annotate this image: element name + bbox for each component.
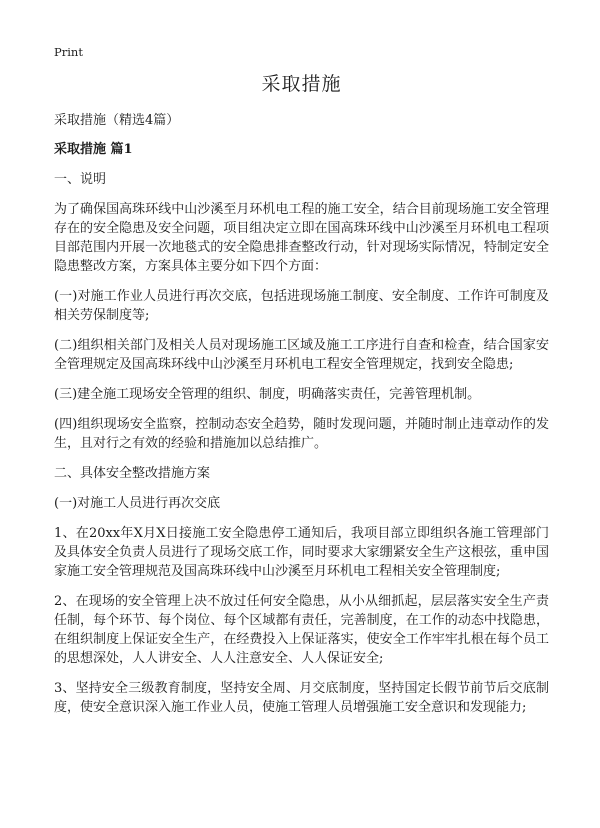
- document-title: 采取措施: [261, 73, 342, 95]
- document-subtitle: 采取措施（精选4篇）: [54, 113, 180, 128]
- section-heading: 采取措施 篇1: [54, 142, 133, 157]
- paragraph-item-3: (三)建全施工现场安全管理的组织、制度，明确落实责任，完善管理机制。: [54, 387, 481, 402]
- paragraph-subsection-1-heading: (一)对施工人员进行再次交底: [54, 496, 221, 511]
- paragraph-measure-2: 2、在现场的安全管理上决不放过任何安全隐患，从小从细抓起，层层落实安全生产责任制，每个环节、每个岗位、每个区域都有责任，完善制度，在工作的动态中找隐患，在组织制度上保证安全生产，在经费投入上保证落实，使安全工作牢牢扎根在每个员工的思想深处，人人讲安全、人人注意安全、人人保证安全;: [54, 594, 549, 666]
- paragraph-item-4: (四)组织现场安全监察，控制动态安全趋势，随时发现问题，并随时制止违章动作的发生，且对行之有效的经验和措施加以总结推广。: [54, 417, 549, 451]
- print-label: Print: [54, 45, 83, 59]
- paragraph-item-1: (一)对施工作业人员进行再次交底，包括进现场施工制度、安全制度、工作许可制度及相关劳保制度等;: [54, 289, 549, 323]
- paragraph-intro-heading: 一、说明: [54, 172, 107, 187]
- paragraph-intro: 为了确保国高珠环线中山沙溪至月环机电工程的施工安全，结合目前现场施工安全管理存在的安全隐患及安全问题，项目组决定立即在国高珠环线中山沙溪至月环机电工程项目部范围内开展一次地毯式的安全隐患排查整改行动，针对现场实际情况，特制定安全隐患整改方案，方案具体主要分如下四个方面：: [54, 202, 549, 274]
- paragraph-item-2: (二)组织相关部门及相关人员对现场施工区域及施工工序进行自查和检查，结合国家安全管理规定及国高珠环线中山沙溪至月环机电工程安全管理规定，找到安全隐患;: [54, 338, 549, 372]
- paragraph-measure-3: 3、坚持安全三级教育制度，坚持安全周、月交底制度，坚持国定长假节前节后交底制度，使安全意识深入施工作业人员，使施工管理人员增强施工安全意识和发现能力;: [54, 681, 549, 715]
- paragraph-measure-1: 1、在20xx年X月X日接施工安全隐患停工通知后，我项目部立即组织各施工管理部门及具体安全负责人员进行了现场交底工作，同时要求大家绷紧安全生产这根弦，重申国家施工安全管理规范及国高珠环线中山沙溪至月环机电工程相关安全管理制度;: [54, 526, 549, 579]
- paragraph-section-2-heading: 二、具体安全整改措施方案: [54, 466, 211, 481]
